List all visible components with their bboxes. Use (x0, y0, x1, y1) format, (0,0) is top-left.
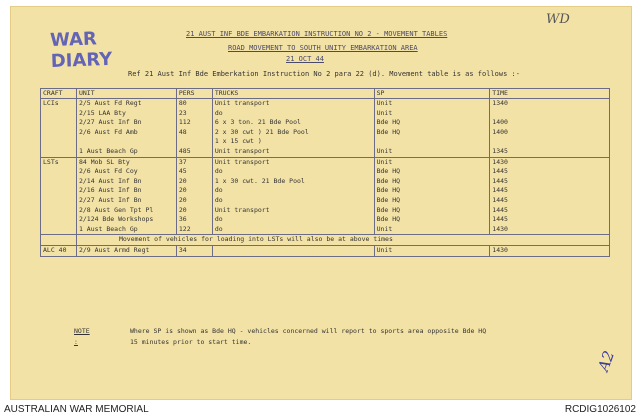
sp-value: Bde HQ (376, 205, 401, 214)
sp-value (377, 137, 488, 147)
pers-value: 34 (178, 245, 187, 254)
unit-value: 2/16 Aust Inf Bn (78, 186, 142, 195)
time-value: 1445 (492, 215, 508, 224)
movement-footnote: Movement of vehicles for loading into LSTs will also be at above times (118, 235, 393, 244)
unit-value (79, 137, 174, 147)
note-text: Where SP is shown as Bde HQ - vehicles concerned will report to sports area opposite Bde HQ 15 minutes prior to start time. (130, 327, 487, 346)
sp-value: Bde HQ (376, 118, 401, 127)
pers-value: 37 (178, 157, 187, 166)
unit-value: 1 Aust Beach Gp (78, 224, 138, 233)
table-row (41, 99, 610, 158)
craft-cell (41, 157, 77, 235)
sp-cell (374, 245, 490, 256)
pers-value: 122 (178, 224, 191, 233)
sp-value: Bde HQ (376, 176, 401, 185)
time-value: 1445 (492, 176, 508, 185)
sp-value: Unit (376, 245, 393, 254)
pers-cell (176, 99, 212, 158)
pers-value: 48 (178, 127, 187, 136)
column-header: TRUCKS (212, 89, 374, 99)
table-row (41, 157, 610, 235)
sp-value: Unit (376, 108, 393, 117)
pers-value: 485 (178, 146, 191, 155)
pers-value: 23 (178, 108, 187, 117)
footer-institution: AUSTRALIAN WAR MEMORIAL (4, 404, 149, 415)
sp-value: Bde HQ (376, 167, 401, 176)
trucks-value: do (214, 108, 223, 117)
trucks-value: do (214, 224, 223, 233)
war-diary-stamp: WAR DIARY (49, 28, 113, 72)
trucks-value: 1 x 30 cwt. 21 Bde Pool (214, 176, 305, 185)
craft-label: LCIs (43, 99, 59, 107)
pers-value (179, 137, 210, 147)
unit-cell (76, 99, 176, 158)
sp-value: Unit (376, 157, 393, 166)
trucks-cell (212, 245, 374, 256)
sp-value: Unit (376, 146, 393, 155)
trucks-cell (212, 99, 374, 158)
pers-value: 20 (178, 195, 187, 204)
table-body (41, 99, 610, 257)
table-header-row (41, 89, 610, 99)
unit-value: 1 Aust Beach Gp (78, 146, 138, 155)
column-header: PERS (176, 89, 212, 99)
pers-value: 20 (178, 186, 187, 195)
sp-value: Bde HQ (376, 215, 401, 224)
note-label: NOTE : (74, 327, 90, 346)
sp-value: Bde HQ (376, 186, 401, 195)
trucks-value (215, 246, 372, 256)
unit-value: 2/9 Aust Armd Regt (78, 245, 150, 254)
pers-value: 20 (178, 205, 187, 214)
pers-value: 20 (178, 176, 187, 185)
trucks-value: Unit transport (214, 205, 270, 214)
time-value: 1445 (492, 205, 508, 214)
craft-cell (41, 235, 77, 246)
unit-value: 2/6 Aust Fd Coy (78, 167, 138, 176)
footer-record-id: RCDIG1026102 (564, 404, 636, 415)
pers-value: 112 (178, 118, 191, 127)
unit-value: 2/27 Aust Inf Bn (78, 195, 142, 204)
trucks-value: Unit transport (214, 146, 270, 155)
trucks-cell (212, 157, 374, 235)
column-header: SP (374, 89, 490, 99)
unit-cell (76, 157, 176, 235)
unit-value: 2/15 LAA Bty (78, 108, 126, 117)
trucks-value: 6 x 3 ton. 21 Bde Pool (214, 118, 301, 127)
trucks-value: 1 x 15 cwt ) (214, 137, 262, 146)
movement-table (40, 88, 610, 257)
footnote-cell (76, 235, 609, 246)
handwritten-annotation-bottom: A2 (594, 348, 619, 374)
time-cell (490, 157, 610, 235)
sp-cell (374, 99, 490, 158)
time-value (492, 109, 607, 119)
pers-value: 80 (178, 99, 187, 107)
unit-value: 84 Mob SL Bty (78, 157, 130, 166)
time-value: 1340 (492, 99, 508, 107)
trucks-value: Unit transport (214, 157, 270, 166)
header-date: 21 OCT 44 (286, 55, 324, 63)
craft-label: LSTs (43, 157, 59, 166)
time-value: 1445 (492, 167, 508, 176)
column-header: TIME (490, 89, 610, 99)
trucks-value: 2 x 30 cwt ) 21 Bde Pool (214, 127, 309, 136)
sp-value: Bde HQ (376, 195, 401, 204)
header-title: 21 AUST INF BDE EMBARKATION INSTRUCTION NO 2 - MOVEMENT TABLES (186, 30, 448, 38)
time-value: 1345 (492, 146, 508, 155)
time-cell (490, 245, 610, 256)
time-value: 1445 (492, 186, 508, 195)
time-value (492, 137, 607, 147)
craft-cell (41, 245, 77, 256)
pers-cell (176, 157, 212, 235)
unit-value: 2/14 Aust Inf Bn (78, 176, 142, 185)
trucks-value: Unit transport (214, 99, 270, 107)
sp-value: Unit (376, 99, 393, 107)
time-value: 1400 (492, 127, 508, 136)
craft-label: ALC 40 (43, 245, 67, 254)
column-header: CRAFT (41, 89, 77, 99)
trucks-value: do (214, 167, 223, 176)
unit-value: 2/8 Aust Gen Tpt Pl (78, 205, 154, 214)
unit-value: 2/5 Aust Fd Regt (78, 99, 142, 107)
pers-value: 45 (178, 167, 187, 176)
sp-value: Bde HQ (376, 127, 401, 136)
time-value: 1430 (492, 224, 508, 233)
unit-value: 2/27 Aust Inf Bn (78, 118, 142, 127)
table-footnote-row (41, 235, 610, 246)
time-cell (490, 99, 610, 158)
trucks-value: do (214, 195, 223, 204)
trucks-value: do (214, 215, 223, 224)
trucks-value: do (214, 186, 223, 195)
time-value: 1430 (492, 245, 508, 254)
unit-value: 2/124 Bde Workshops (78, 215, 154, 224)
unit-cell (76, 245, 176, 256)
handwritten-annotation-top: WD (546, 12, 570, 27)
time-value: 1430 (492, 157, 508, 166)
craft-cell (41, 99, 77, 158)
sp-value: Unit (376, 224, 393, 233)
time-value: 1400 (492, 118, 508, 127)
time-value: 1445 (492, 195, 508, 204)
pers-value: 36 (178, 215, 187, 224)
pers-cell (176, 245, 212, 256)
sp-cell (374, 157, 490, 235)
reference-line: Ref 21 Aust Inf Bde Emberkation Instruction No 2 para 22 (d). Movement table is as follows :- (128, 70, 520, 78)
column-header: UNIT (76, 89, 176, 99)
header-subtitle: ROAD MOVEMENT TO SOUTH UNITY EMBARKATION AREA (228, 44, 418, 52)
unit-value: 2/6 Aust Fd Amb (78, 127, 138, 136)
table-row (41, 245, 610, 256)
